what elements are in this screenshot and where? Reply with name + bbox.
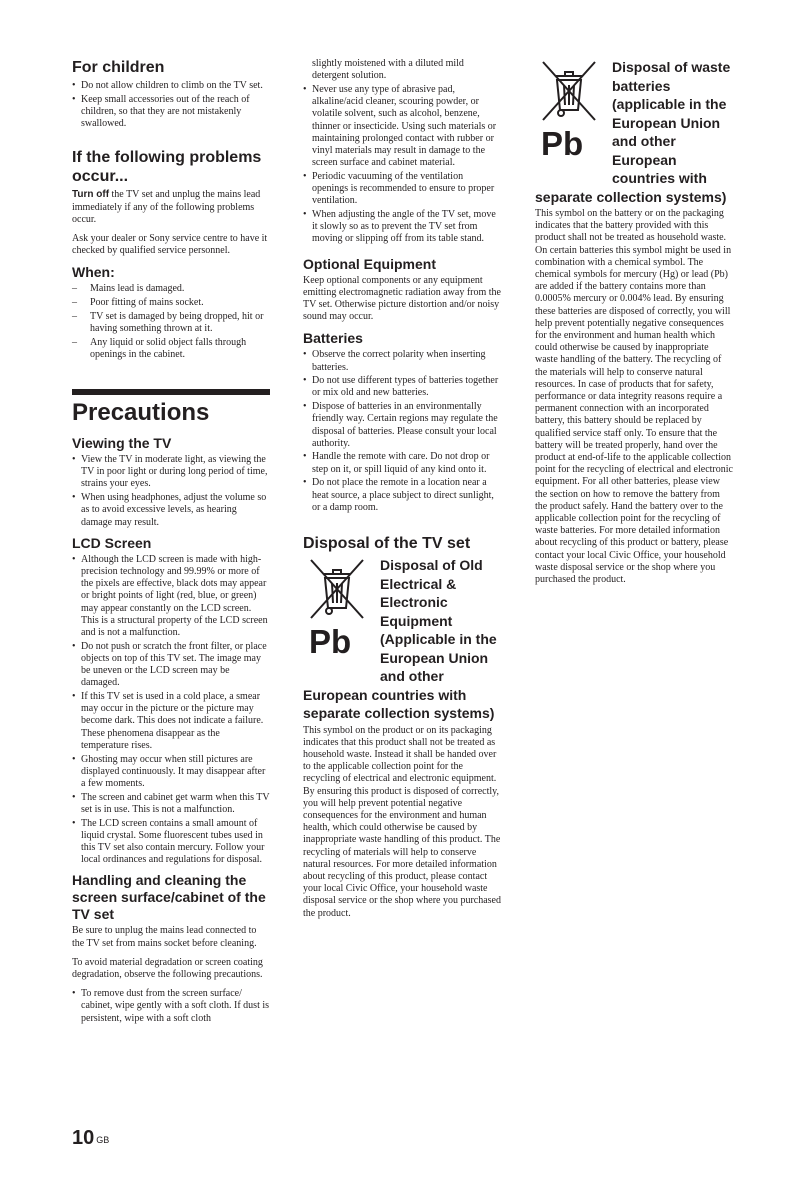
when-heading: When: <box>72 264 115 281</box>
list-item: – Mains lead is damaged. <box>72 283 270 295</box>
precautions-title: Precautions <box>72 399 210 427</box>
problems-lead-text: the TV set and unplug the mains lead immediately if any of the following problems occur. <box>72 189 261 225</box>
list-item: • Keep small accessories out of the reach of children, so that they are not mistakenly swallowed. <box>72 94 270 131</box>
dealer-paragraph: Ask your dealer or Sony service centre to have it checked by qualified service personnel. <box>72 232 268 257</box>
viewing-heading: Viewing the TV <box>72 435 172 452</box>
list-item: • Never use any type of abrasive pad, alkaline/acid cleaner, scouring powder, or volatile solvent, such as alcohol, benzene, thinner or insecticide. Using such materials or maintaining prolonged contact with rubber or vinyl materials may result in damage to the screen surface and cabinet material. <box>303 84 501 169</box>
list-item: • If this TV set is used in a cold place, a smear may occur in the picture or the picture may become dark. This does not indicate a failure. These phenomena disappear as the temperature rises. <box>72 691 270 752</box>
column-3 <box>535 58 733 593</box>
list-item: • Although the LCD screen is made with high-precision technology and 99.99% or more of the pixels are effective, black dots may appear or bright points of light (red, blue, or green) may appear constantly on the LCD screen. This is a structural property of the LCD screen and is not a malfunction. <box>72 554 270 639</box>
handling-heading: Handling and cleaning the screen surface/cabinet of the TV set <box>72 872 266 923</box>
handling-list <box>72 988 270 1025</box>
handling-paragraph-2: To avoid material degradation or screen coating degradation, observe the following precautions. <box>72 956 263 980</box>
disposal-eee-paragraph: This symbol on the product or on its packaging indicates that this product shall not be treated as household waste. Instead it shall be handed over to the applicable collection point for the recycling of electrical and electronic equipment. By ensuring this product is disposed of correctly, you will help prevent potential negative consequences for the environment and human health, which could otherwise be caused by inappropriate waste handling of this product. The recycling of materials will help to conserve natural resources. For more detailed information about recycling of this product, please contact your local Civic Office, your household waste disposal service or the shop where you purchased the product. <box>303 724 501 919</box>
batteries-list <box>303 349 501 514</box>
crossed-out-wheelie-bin-icon <box>303 556 373 668</box>
list-item: • Do not allow children to climb on the TV set. <box>72 80 270 92</box>
page-number-value: 10 <box>72 1127 95 1149</box>
page-suffix: GB <box>96 1135 110 1145</box>
list-item: • To remove dust from the screen surface/ cabinet, wipe gently with a soft cloth. If dust is persistent, wipe with a soft cloth <box>72 988 270 1025</box>
crossed-out-wheelie-bin-icon <box>535 58 605 170</box>
page-number <box>72 1126 109 1150</box>
weee-block <box>303 556 501 723</box>
list-item: • When adjusting the angle of the TV set, move it slowly so as to prevent the TV set from moving or slipping off from its table stand. <box>303 209 501 246</box>
lcd-heading: LCD Screen <box>72 534 152 551</box>
when-list <box>72 283 270 361</box>
column-2 <box>303 58 501 927</box>
pb-label: Pb <box>541 125 584 162</box>
disposal-batteries-paragraph: This symbol on the battery or on the packaging indicates that the battery provided with this product shall not be treated as household waste. On certain batteries this symbol might be used in combination with a chemical symbol. The chemical symbols for mercury (Hg) or lead (Pb) are added if the battery contains more than 0.0005% mercury or 0.004% lead. By ensuring these batteries are disposed of correctly, you will help prevent potentially negative consequences for the environment and human health which could otherwise be caused by inappropriate waste handling of the battery. The recycling of the materials will help to conserve natural resources. In case of products that for safety, performance or data integrity reasons require a permanent connection with an incorporated battery, this battery should be replaced by qualified service staff only. To ensure that the battery will be treated properly, hand over the product at end-of-life to the applicable collection point for the recycling of electrical and electronic equipment. For all other batteries, please view the section on how to remove the battery from the product safely. Hand the battery over to the applicable collection point for the recycling of waste batteries. For more detailed information about recycling of this product or battery, please contact your local Civic Office, your household waste disposal service or the shop where you purchased the product. <box>535 208 733 586</box>
list-item: – TV set is damaged by being dropped, hit or having something thrown at it. <box>72 311 270 335</box>
optional-equipment-paragraph: Keep optional components or any equipment emitting electromagnetic radiation away from the TV set. Otherwise picture distortion and/or noisy sound may occur. <box>303 274 501 323</box>
list-item: • The LCD screen contains a small amount of liquid crystal. Some fluorescent tubes used in this TV set also contain mercury. Follow your local ordinances and regulations for disposal. <box>72 818 270 867</box>
section-divider <box>72 389 270 395</box>
list-item: • Do not use different types of batteries together or mix old and new batteries. <box>303 375 501 399</box>
viewing-list <box>72 454 270 529</box>
batteries-heading: Batteries <box>303 330 363 347</box>
disposal-tv-heading: Disposal of the TV set <box>303 535 471 552</box>
problems-paragraph <box>72 189 270 226</box>
problems-heading: If the following problems occur... <box>72 149 262 186</box>
turn-off-label: Turn off <box>72 189 110 201</box>
bin-graphic <box>307 556 367 622</box>
list-item: • Periodic vacuuming of the ventilation openings is recommended to ensure to proper ventilation. <box>303 171 501 208</box>
cleaning-list <box>303 84 501 246</box>
bin-graphic <box>539 58 599 124</box>
list-item: • When using headphones, adjust the volume so as to avoid excessive levels, as hearing damage may result. <box>72 492 270 529</box>
list-item: • Dispose of batteries in an environmentally friendly way. Certain regions may regulate the disposal of batteries. Please consult your local authority. <box>303 401 501 450</box>
continued-text: slightly moistened with a diluted mild detergent solution. <box>312 58 464 82</box>
disposal-eee-heading: Disposal of Old Electrical & Electronic Equipment (Applicable in the European Union and other European countries with separate collection systems) <box>303 557 497 721</box>
optional-equipment-heading: Optional Equipment <box>303 255 436 272</box>
handling-paragraph-1: Be sure to unplug the mains lead connected to the TV set from mains socket before cleaning. <box>72 925 257 949</box>
list-item: – Any liquid or solid object falls through openings in the cabinet. <box>72 337 270 361</box>
battery-disposal-block <box>535 58 733 206</box>
list-item: • View the TV in moderate light, as viewing the TV in poor light or during long period of time, strains your eyes. <box>72 454 270 491</box>
list-item: – Poor fitting of mains socket. <box>72 297 270 309</box>
list-item: • Do not place the remote in a location near a heat source, a place subject to direct sunlight, or a damp room. <box>303 477 501 514</box>
column-1 <box>72 58 270 1031</box>
list-item: • Ghosting may occur when still pictures are displayed continuously. It may disappear after a few moments. <box>72 754 270 791</box>
list-item: • Handle the remote with care. Do not drop or step on it, or spill liquid of any kind onto it. <box>303 451 501 475</box>
list-item: • Observe the correct polarity when inserting batteries. <box>303 349 501 373</box>
pb-label: Pb <box>309 623 352 660</box>
list-item: • The screen and cabinet get warm when this TV set is in use. This is not a malfunction. <box>72 792 270 816</box>
disposal-batteries-heading: Disposal of waste batteries (applicable in the European Union and other European countries with separate collection systems) <box>535 59 731 205</box>
for-children-list <box>72 80 270 130</box>
list-item: • Do not push or scratch the front filter, or place objects on top of this TV set. The image may be uneven or the LCD screen may be damaged. <box>72 641 270 690</box>
for-children-heading: For children <box>72 59 165 76</box>
lcd-list <box>72 554 270 867</box>
